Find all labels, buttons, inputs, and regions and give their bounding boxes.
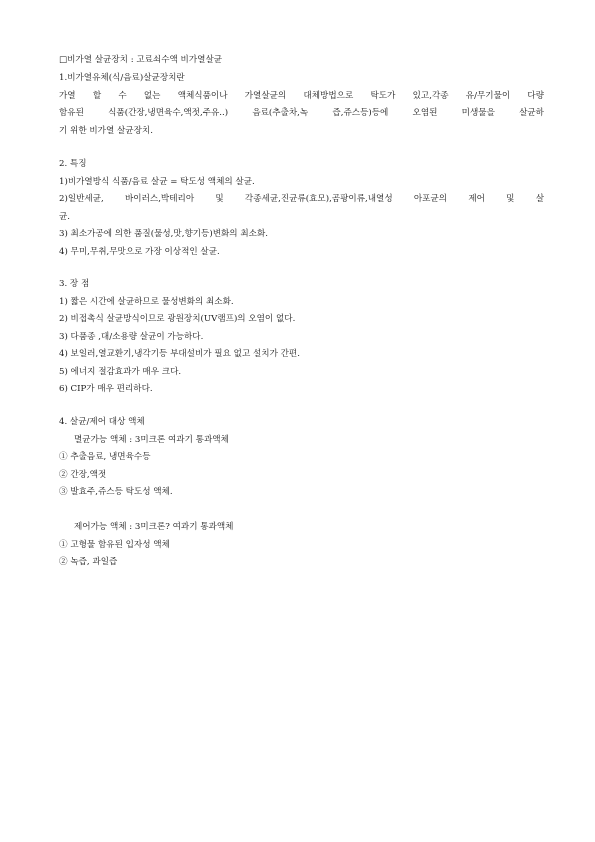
controllable-liquid-item: ① 고형물 함유된 입자성 액체 bbox=[59, 539, 170, 550]
section-2-item: 균. bbox=[59, 211, 71, 222]
section-2-item: 1)비가열방식 식품/음료 살균 = 탁도성 액체의 살균. bbox=[59, 176, 255, 187]
controllable-liquids-title: 제어가능 액체 : 3미크론? 여과기 통과액체 bbox=[74, 522, 234, 532]
sterilizable-liquid-item: ① 추출음료, 냉면육수등 bbox=[59, 452, 151, 462]
section-2 bbox=[59, 156, 544, 261]
section-3-item: 4) 보일러,열교환기,냉각기등 부대설비가 필요 없고 설치가 간편. bbox=[59, 349, 300, 359]
section-4 bbox=[59, 414, 544, 502]
section-2-item: 4) 무미,무취,무맛으로 가장 이상적인 살균. bbox=[59, 246, 220, 257]
section-3-item: 5) 에너지 절감효과가 매우 크다. bbox=[59, 366, 182, 377]
section-2-heading: 2. 특징 bbox=[59, 159, 87, 169]
section-1-line: 함유된 식품(간장,냉면육수,액젓,주유..) 음료(추출차,녹 즙,쥬스등)등에 오염된 미생물을 살균하 bbox=[59, 108, 544, 118]
document-title-block bbox=[59, 52, 544, 70]
sterilizable-liquid-item: ③ 발효주,쥬스등 탁도성 액체. bbox=[59, 487, 173, 497]
section-4-controllable bbox=[59, 519, 544, 572]
section-3-item: 6) CIP가 매우 편리하다. bbox=[59, 384, 153, 394]
section-2-item: 2)일반세균, 바이러스,박테리아 및 각종세균,진균류(효모),곰팡이류,내열성 아포균의 제어 및 살 bbox=[59, 194, 544, 204]
section-3-item: 1) 짧은 시간에 살균하므로 물성변화의 최소화. bbox=[59, 296, 234, 307]
section-2-item: 3) 최소가공에 의한 품질(물성,맛,향기등)변화의 최소화. bbox=[59, 229, 268, 239]
section-3-item: 3) 다품종 ,대/소용량 살균이 가능하다. bbox=[59, 331, 204, 342]
section-1-line: 가열 할 수 없는 액체식품이나 가열살균의 대체방법으로 탁도가 있고,각종 유/무기물이 다량 bbox=[59, 90, 544, 101]
section-1 bbox=[59, 70, 544, 140]
document-title: □비가열 살균장치 : 고료쇠수액 비가열살균 bbox=[59, 55, 223, 65]
sterilizable-liquid-item: ② 간장,액젓 bbox=[59, 469, 107, 480]
section-1-line: 기 위한 비가열 살균장치. bbox=[59, 125, 153, 136]
section-4-heading: 4. 살균/제어 대상 액체 bbox=[59, 417, 145, 427]
section-1-heading: 1.비가열유체(식/음료)살균장치란 bbox=[59, 73, 185, 83]
controllable-liquid-item: ② 녹즙, 과일즙 bbox=[59, 557, 118, 567]
section-3-heading: 3. 장 점 bbox=[59, 279, 90, 289]
section-3-item: 2) 비접촉식 살균방식이므로 광원장치(UV램프)의 오염이 없다. bbox=[59, 314, 296, 324]
section-3 bbox=[59, 276, 544, 399]
sterilizable-liquids-title: 멸균가능 액체 : 3미크론 여과기 통과액체 bbox=[74, 434, 229, 445]
